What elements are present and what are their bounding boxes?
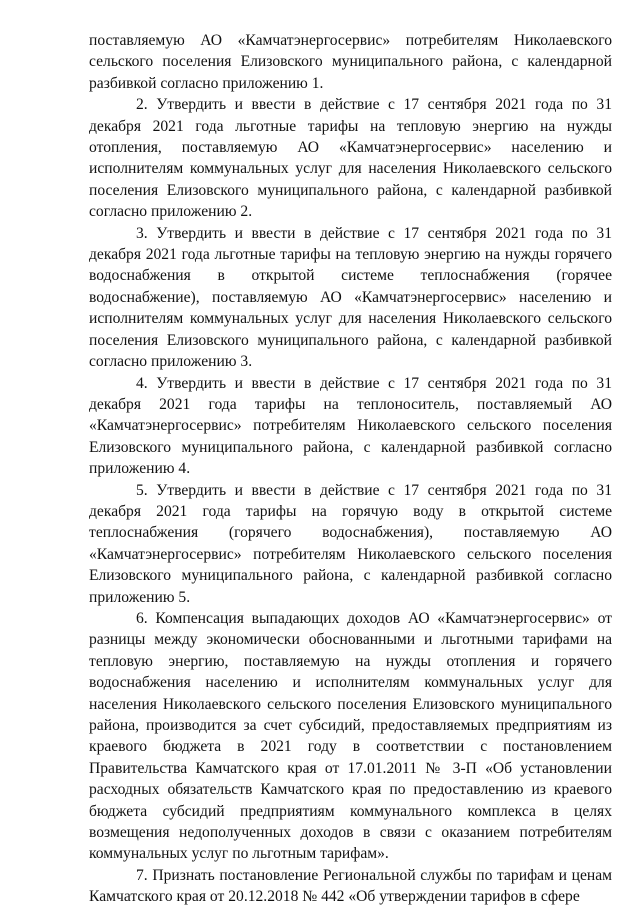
paragraph-6: 6. Компенсация выпадающих доходов АО «Камчатэнергосервис» от разницы между экономически обоснованными и льготными тарифами на тепловую энергию, поставляемую на нужды отопления и горячего водоснабжения населению и исполнителям коммунальных услуг для населения Николаевского сельского поселения Елизовского муниципального района, производится за счет субсидий, предоставляемых предприятиям из краевого бюджета в 2021 году в соответствии с постановлением Правительства Камчатского края от 17.01.2011 № 3-П «Об установлении расходных обязательств Камчатского края по предоставлению из краевого бюджета субсидий предприятиям коммунального комплекса в целях возмещения недополученных доходов в связи с оказанием потребителям коммунальных услуг по льготным тарифам». (89, 609, 612, 863)
paragraph-4: 4. Утвердить и ввести в действие с 17 сентября 2021 года по 31 декабря 2021 года тарифы на теплоноситель, поставляемый АО «Камчатэнергосервис» потребителям Николаевского сельского поселения Елизовского муниципального района, с календарной разбивкой согласно приложению 4. (89, 374, 612, 478)
paragraph-1-continuation: поставляемую АО «Камчатэнергосервис» потребителям Николаевского сельского поселения Елизовского муниципального района, с календарной разбивкой согласно приложению 1. (89, 32, 612, 92)
paragraph-3: 3. Утвердить и ввести в действие с 17 сентября 2021 года по 31 декабря 2021 года льготные тарифы на тепловую энергию на нужды горячего водоснабжения в открытой системе теплоснабжения (горячее водоснабжение), поставляемую АО «Камчатэнергосервис» населению и исполнителям коммунальных услуг для населения Николаевского сельского поселения Елизовского муниципального района, с календарной разбивкой согласно приложению 3. (89, 224, 612, 371)
paragraph-2: 2. Утвердить и ввести в действие с 17 сентября 2021 года по 31 декабря 2021 года льготные тарифы на тепловую энергию на нужды отопления, поставляемую АО «Камчатэнергосервис» населению и исполнителям коммунальных услуг для населения Николаевского сельского поселения Елизовского муниципального района, с календарной разбивкой согласно приложению 2. (89, 96, 612, 221)
paragraph-7: 7. Признать постановление Региональной службы по тарифам и ценам Камчатского края от 20.12.2018 № 442 «Об утверждении тарифов в сфере (89, 866, 612, 906)
paragraph-5: 5. Утвердить и ввести в действие с 17 сентября 2021 года по 31 декабря 2021 года тарифы на горячую воду в открытой системе теплоснабжения (горячего водоснабжения), поставляемую АО «Камчатэнергосервис» потребителям Николаевского сельского поселения Елизовского муниципального района, с календарной разбивкой согласно приложению 5. (89, 481, 612, 606)
